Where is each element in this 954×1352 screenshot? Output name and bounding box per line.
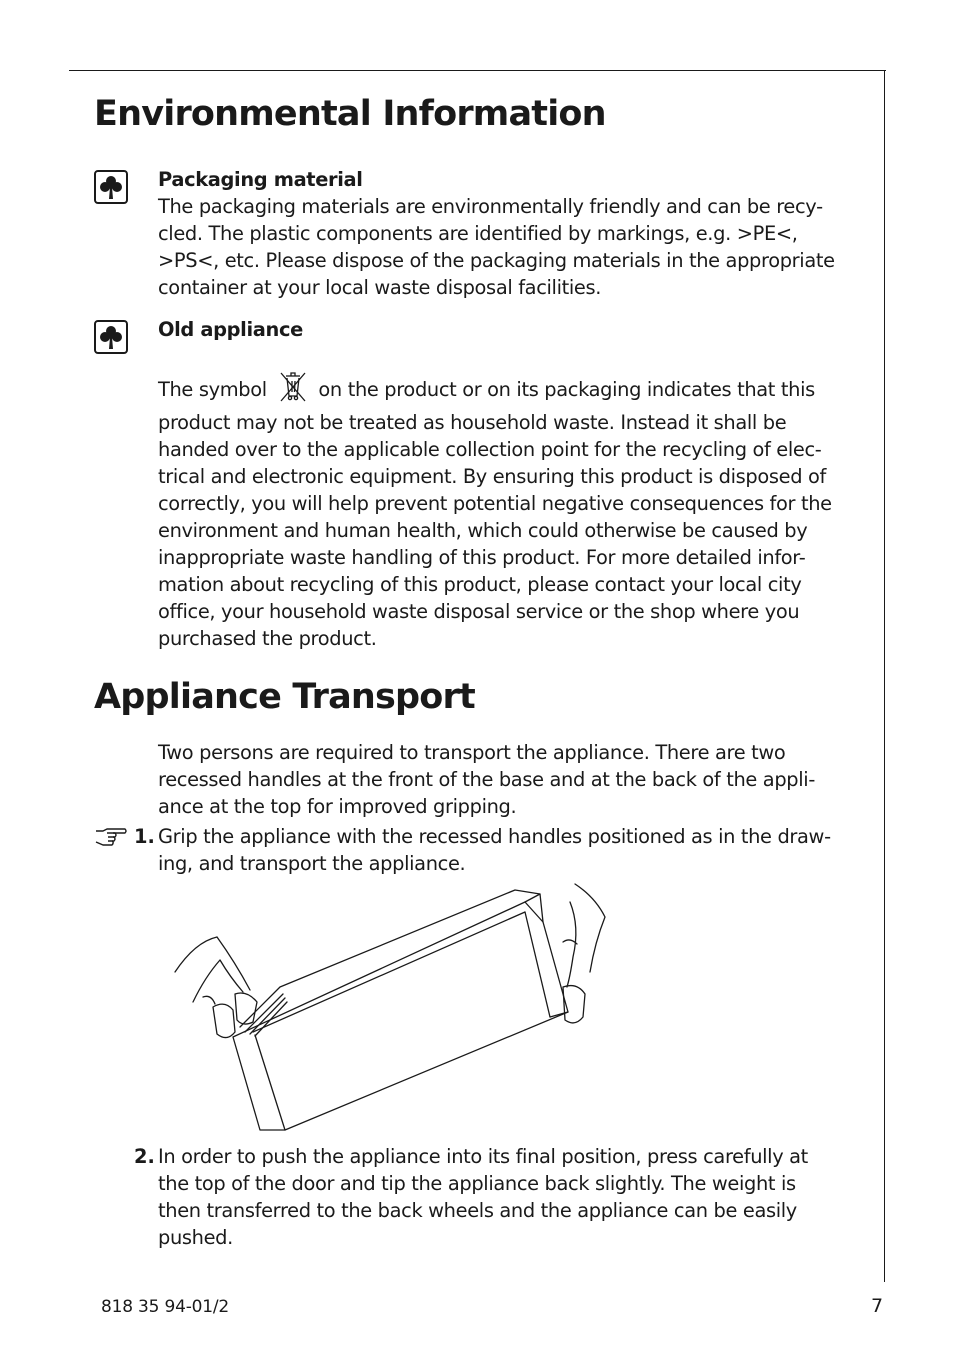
symbol-line — [158, 370, 873, 409]
carrying-appliance-illustration — [165, 882, 615, 1141]
text-line: Two persons are required to transport the appliance. There are two — [158, 741, 786, 764]
clover-icon — [94, 320, 128, 354]
old-appliance-heading: Old appliance — [158, 318, 303, 341]
text-line: handed over to the applicable collection point for the recycling of elec- — [158, 438, 822, 461]
text-line: ance at the top for improved gripping. — [158, 795, 517, 818]
text-line: purchased the product. — [158, 627, 377, 650]
clover-icon — [94, 170, 128, 204]
crossed-out-bin-icon — [277, 370, 309, 409]
text-line: product may not be treated as household waste. Instead it shall be — [158, 411, 787, 434]
step-number: 1. — [134, 825, 155, 848]
right-rule — [884, 70, 885, 1282]
old-appliance-block — [158, 316, 873, 652]
text-line: then transferred to the back wheels and the appliance can be easily — [158, 1199, 797, 1222]
step-2-text — [158, 1143, 873, 1251]
packaging-material-block — [158, 166, 873, 301]
text-line: ing, and transport the appliance. — [158, 852, 466, 875]
text-line: pushed. — [158, 1226, 233, 1249]
section-title-environmental: Environmental Information — [94, 94, 606, 134]
page-number: 7 — [871, 1295, 884, 1317]
text-line: environment and human health, which could otherwise be caused by — [158, 519, 808, 542]
text-line: trical and electronic equipment. By ensuring this product is disposed of — [158, 465, 826, 488]
text-line: >PS<, etc. Please dispose of the packaging materials in the appropriate — [158, 249, 835, 272]
text-line: correctly, you will help prevent potential negative consequences for the — [158, 492, 832, 515]
step-number: 2. — [134, 1145, 155, 1168]
text-line: The packaging materials are environmentally friendly and can be recy- — [158, 195, 823, 218]
packaging-material-heading: Packaging material — [158, 168, 363, 191]
text-line: cled. The plastic components are identified by markings, e.g. >PE<, — [158, 222, 798, 245]
text-line: recessed handles at the front of the base and at the back of the appli- — [158, 768, 815, 791]
section-title-transport: Appliance Transport — [94, 677, 475, 717]
text-line: the top of the door and tip the appliance back slightly. The weight is — [158, 1172, 796, 1195]
text-line: Grip the appliance with the recessed handles positioned as in the draw- — [158, 825, 831, 848]
step-1-text — [158, 823, 873, 877]
text-line: mation about recycling of this product, please contact your local city — [158, 573, 802, 596]
document-code: 818 35 94-01/2 — [101, 1297, 230, 1317]
text-line: In order to push the appliance into its final position, press carefully at — [158, 1145, 808, 1168]
pointing-hand-icon — [95, 826, 129, 850]
symbol-suffix: on the product or on its packaging indicates that this — [318, 378, 815, 401]
text-line: office, your household waste disposal service or the shop where you — [158, 600, 800, 623]
transport-intro — [158, 739, 873, 820]
top-rule — [69, 70, 886, 71]
text-line: container at your local waste disposal facilities. — [158, 276, 602, 299]
text-line: inappropriate waste handling of this product. For more detailed infor- — [158, 546, 806, 569]
symbol-prefix: The symbol — [158, 378, 267, 401]
